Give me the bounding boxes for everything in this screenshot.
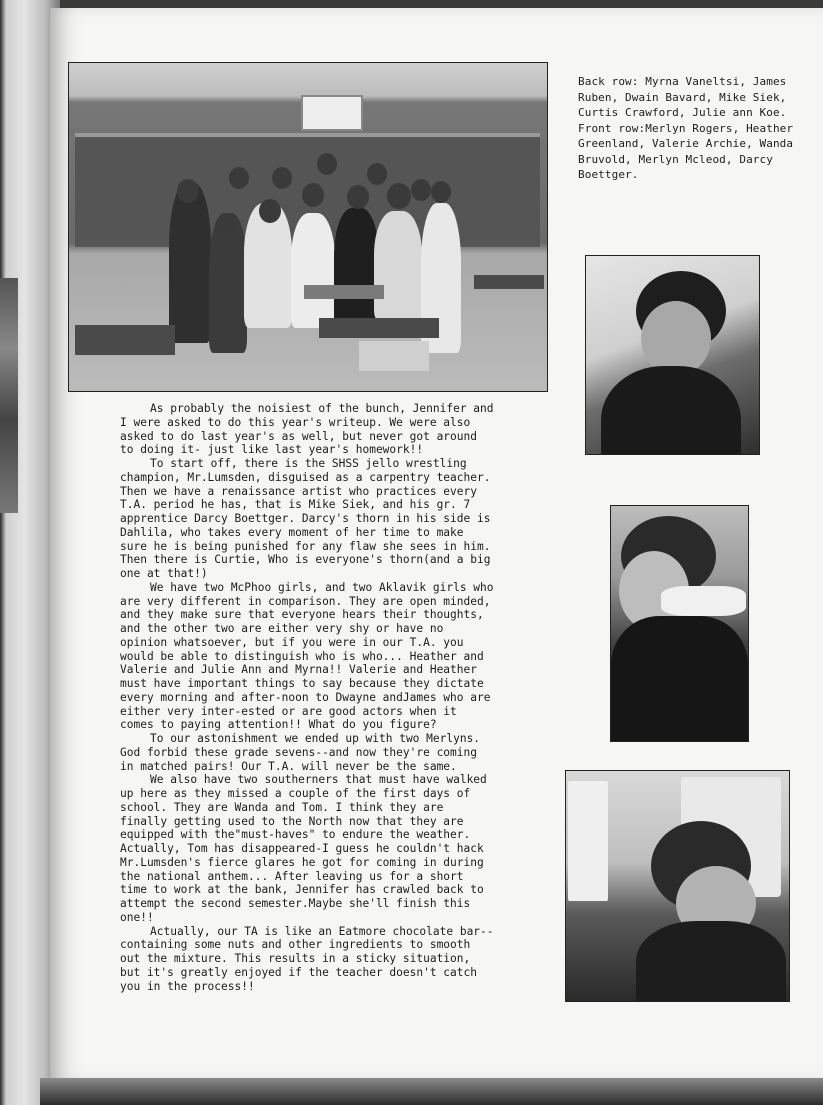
student-head — [272, 167, 292, 189]
facing-page-photo-edge — [0, 278, 18, 513]
hood-shape — [661, 586, 746, 616]
student-head — [317, 153, 337, 175]
group-class-photo — [68, 62, 548, 392]
article-paragraph: To our astonishment we ended up with two Merlyns. God forbid these grade sevens--and now they're coming in matched pairs! Our T.A. will never be the same. — [120, 732, 481, 773]
candid-photo-student-laughing — [585, 255, 760, 455]
school-desk — [319, 318, 439, 338]
student-head — [302, 183, 324, 207]
article-paragraph: We have two McPhoo girls, and two Aklavik girls who are very different in comparison. They are open minded, and they make sure that everyone hears their thoughts, and the other two are either very shy or have no opinion whatsoever, but if you were in our T.A. you would be able to distinguish who is who... Heather and Valerie and Julie Ann and Myrna!! Valerie and Heather must have important things to say because they dictate every morning and after-noon to Dwayne andJames who are either very inter-ested or are good actors when it comes to paying attention!! What do you figure? — [120, 580, 494, 732]
student-figure — [374, 211, 422, 321]
school-chair — [359, 341, 429, 371]
wall-poster — [568, 781, 608, 901]
article-paragraph: Actually, our TA is like an Eatmore chocolate bar--containing some nuts and other ingredients to smooth out the mixture. This results in a sticky situation, but it's greatly enjoyed if the teacher doesn't catch you in the process!! — [120, 924, 494, 993]
article-paragraph: We also have two southerners that must have walked up here as they missed a couple of the first days of school. They are Wanda and Tom. I think they are finally getting used to the North now that they are equipped with the"must-haves" to endure the weather. Actually, Tom has disappeared-I guess he couldn't hack Mr.Lumsden's fierce glares he got for coming in during the national anthem... After leaving us for a short time to work at the bank, Jennifer has crawled back to attempt the second semester.Maybe she'll finish this one!! — [120, 773, 487, 924]
student-head — [431, 181, 451, 203]
student-figure — [334, 208, 379, 328]
face-shape — [641, 301, 711, 376]
article-paragraph: To start off, there is the SHSS jello wrestling champion, Mr.Lumsden, disguised as a carpentry teacher. Then we have a renaissance artist who practices every T.A. period he has, that is Mike Siek, and his gr. 7 apprentice Darcy Boettger. Darcy's thorn in his side is Dahlila, who takes every moment of her time to make sure he is being punished for any flaw she sees in him. Then there is Curtie, Who is everyone's thorn(and a big one at that!) — [120, 457, 491, 580]
student-head — [347, 185, 369, 209]
student-head — [367, 163, 387, 185]
student-head — [229, 167, 249, 189]
candid-photo-student-glasses — [610, 505, 749, 742]
photo-caption — [578, 74, 803, 183]
school-desk — [304, 285, 384, 299]
school-desk — [474, 275, 544, 289]
caption-front-row: Front row:Merlyn Rogers, Heather Greenland, Valerie Archie, Wanda Bruvold, Merlyn Mcleod, Darcy Boettger. — [578, 121, 794, 181]
article-body — [120, 402, 495, 993]
school-desk — [75, 325, 175, 355]
candid-photo-student-at-desk — [565, 770, 790, 1002]
page-bottom-edge — [40, 1078, 823, 1105]
wall-clock-icon — [301, 95, 363, 131]
jacket-shape — [611, 616, 748, 742]
student-head — [177, 179, 199, 203]
student-figure — [169, 183, 211, 343]
student-head — [411, 179, 431, 201]
caption-back-row: Back row: Myrna Vaneltsi, James Ruben, Dwain Bavard, Mike Siek, Curtis Crawford, Julie ann Koe. — [578, 75, 787, 119]
student-head — [215, 215, 235, 237]
student-figure — [291, 213, 335, 328]
student-head — [387, 183, 411, 209]
student-head — [259, 199, 281, 223]
jacket-shape — [636, 921, 786, 1002]
article-paragraph: As probably the noisiest of the bunch, Jennifer and I were asked to do this year's writeup. We were also asked to do last year's as well, but never got around to doing it- just like last year's homework!! — [120, 402, 494, 457]
jacket-shape — [601, 366, 741, 455]
